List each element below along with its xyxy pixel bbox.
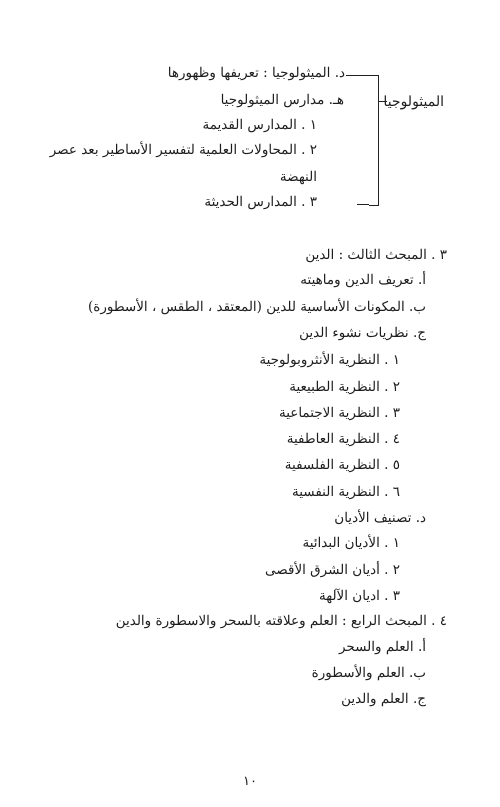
outline-subitem: ٢ . أديان الشرق الأقصى xyxy=(265,562,400,578)
outline-subitem: ١ . الأديان البدائية xyxy=(302,535,400,551)
page-number: ١٠ xyxy=(243,774,257,789)
outline-subitem: ٢ . النظرية الطبيعية xyxy=(289,379,400,395)
mythology-item: ١ . المدارس القديمة xyxy=(202,117,317,133)
bracket xyxy=(369,75,379,206)
section-heading: ٣ . المبحث الثالث : الدين xyxy=(305,247,447,263)
outline-item: ب. المكونات الأساسية للدين (المعتقد ، الطقس ، الأسطورة) xyxy=(87,299,426,315)
outline-subitem: ٥ . النظرية الفلسفية xyxy=(284,457,400,473)
bracket-stub-upper xyxy=(346,75,369,76)
outline-subitem: ٣ . النظرية الاجتماعية xyxy=(278,405,400,421)
outline-item: أ. العلم والسحر xyxy=(338,639,426,655)
outline-item: أ. تعريف الدين وماهيته xyxy=(300,272,426,288)
outline-subitem: ٤ . النظرية العاطفية xyxy=(286,431,400,447)
outline-subitem: ٣ . اديان الآلهة xyxy=(318,588,400,604)
outline-item: د. تصنيف الأديان xyxy=(334,510,426,526)
mythology-item: هـ. مدارس الميثولوجيا xyxy=(220,92,344,108)
outline-item: ج. العلم والدين xyxy=(341,691,426,707)
mythology-label: الميثولوجيا xyxy=(383,94,444,110)
section-heading: ٤ . المبحث الرابع : العلم وعلاقته بالسحر والاسطورة والدين xyxy=(115,613,447,629)
outline-item: ج. نظريات نشوء الدين xyxy=(299,325,426,341)
bracket-stub-lower xyxy=(357,204,369,205)
outline-subitem: ١ . النظرية الأنثروبولوجية xyxy=(259,352,400,368)
bracket-connector xyxy=(379,101,387,102)
mythology-item: د. الميثولوجيا : تعريفها وظهورها xyxy=(167,65,345,81)
outline-item: ب. العلم والأسطورة xyxy=(311,665,426,681)
mythology-item: النهضة xyxy=(279,169,317,185)
mythology-item: ٢ . المحاولات العلمية لتفسير الأساطير بعد عصر xyxy=(49,142,317,158)
outline-subitem: ٦ . النظرية النفسية xyxy=(291,484,400,500)
mythology-item: ٣ . المدارس الحديثة xyxy=(204,194,317,210)
